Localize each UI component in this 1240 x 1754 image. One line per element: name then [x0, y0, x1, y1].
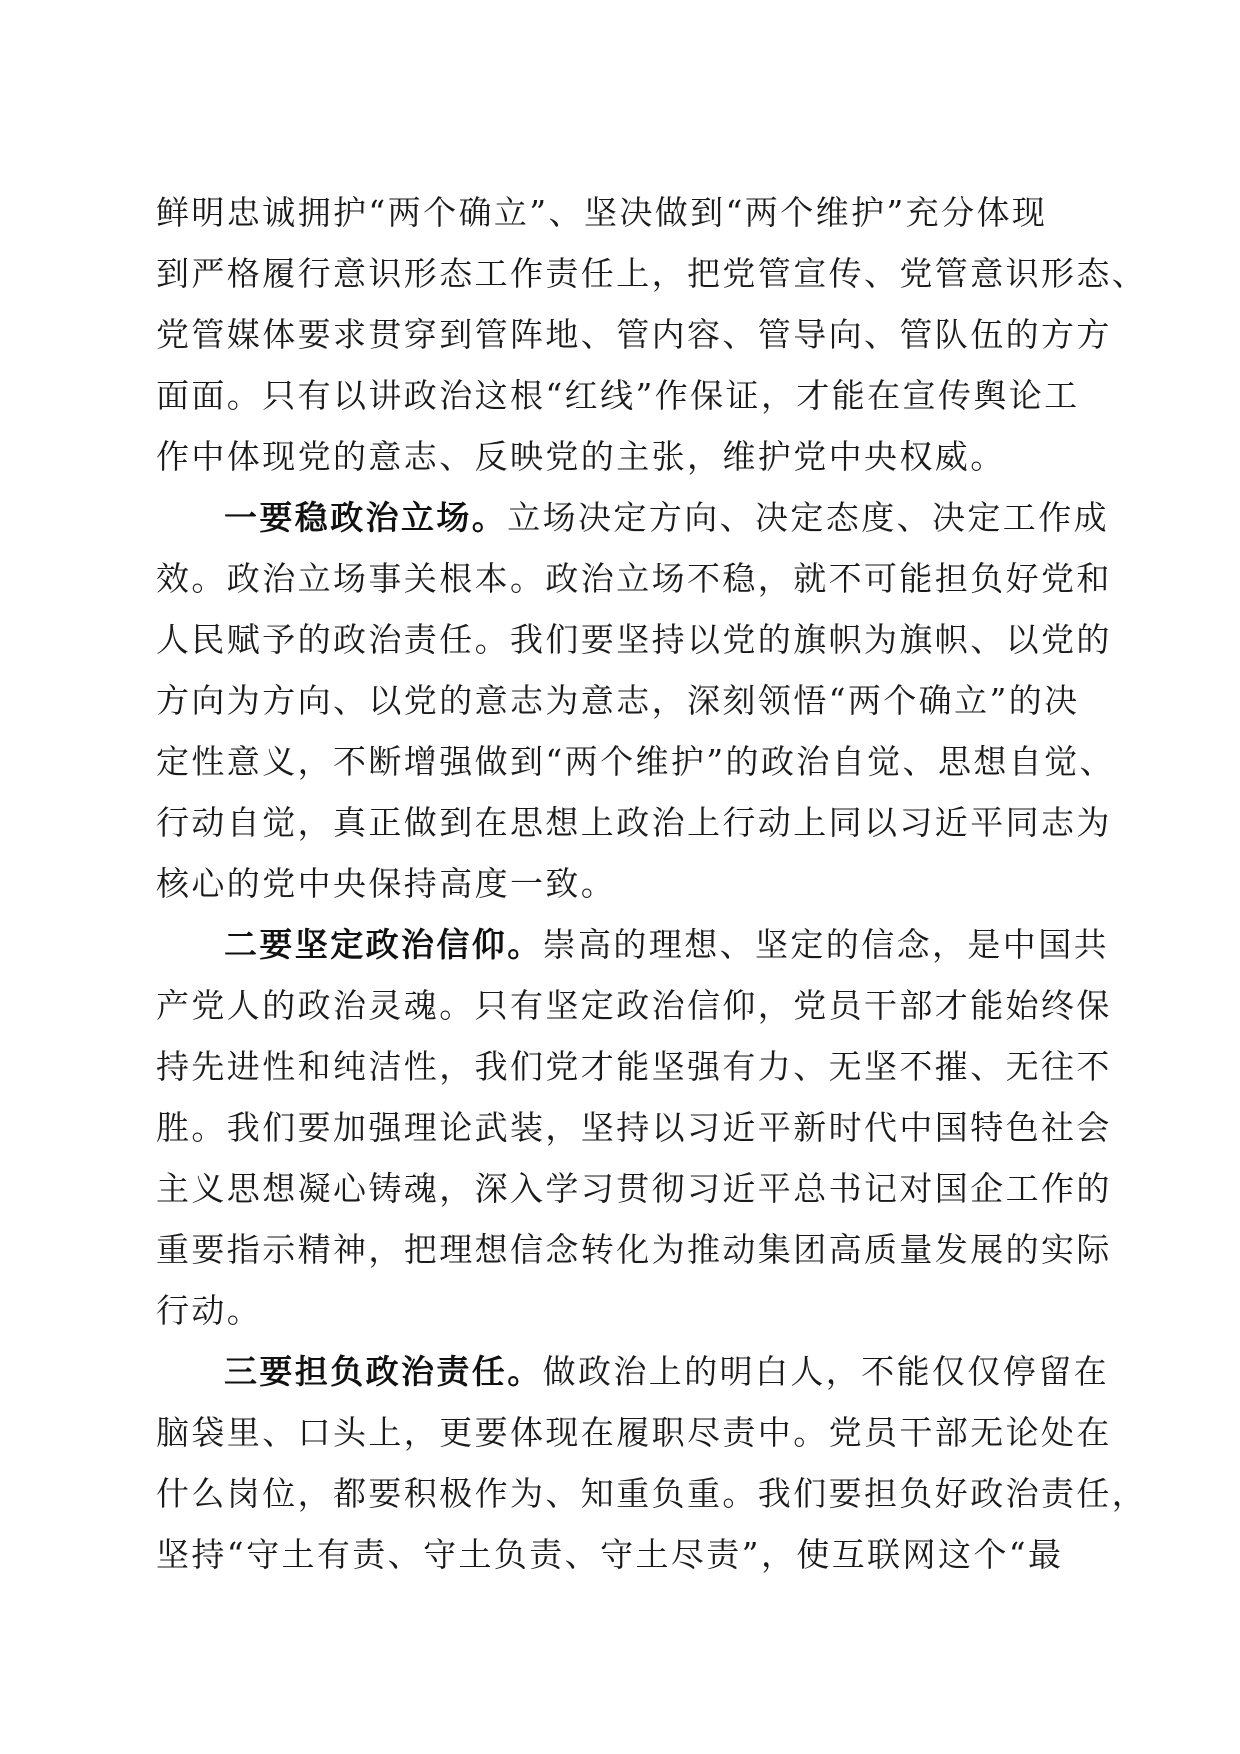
text-line: 方向为方向、以党的意志为意志，深刻领悟“两个确立”的决 — [156, 681, 1080, 720]
text-line: 党管媒体要求贯穿到管阵地、管内容、管导向、管队伍的方方 — [156, 315, 1112, 354]
paragraph-first-line — [156, 914, 1110, 975]
paragraph-heading: 二要坚定政治信仰。 — [224, 925, 543, 964]
text-line: 作中体现党的意志、反映党的主张，维护党中央权威。 — [156, 437, 1006, 476]
text-line: 行动自觉，真正做到在思想上政治上行动上同以习近平同志为 — [156, 803, 1112, 842]
text-line: 效。政治立场事关根本。政治立场不稳，就不可能担负好党和 — [156, 559, 1112, 598]
text-line: 到严格履行意识形态工作责任上，把党管宣传、党管意识形态、 — [156, 254, 1148, 293]
text-line: 人民赋予的政治责任。我们要坚持以党的旗帜为旗帜、以党的 — [156, 620, 1112, 659]
text-line: 面面。只有以讲政治这根“红线”作保证，才能在宣传舆论工 — [156, 376, 1080, 415]
text-line: 产党人的政治灵魂。只有坚定政治信仰，党员干部才能始终保 — [156, 986, 1112, 1025]
text-line: 定性意义，不断增强做到“两个维护”的政治自觉、思想自觉、 — [156, 742, 1115, 781]
text-line: 什么岗位，都要积极作为、知重负重。我们要担负好政治责任， — [156, 1474, 1148, 1513]
text-line: 核心的党中央保持高度一致。 — [156, 864, 617, 903]
text-line: 行动。 — [156, 1291, 263, 1330]
paragraph-text: 立场决定方向、决定态度、决定工作成 — [507, 498, 1110, 537]
paragraph-text: 做政治上的明白人，不能仅仅停留在 — [542, 1352, 1110, 1391]
text-line: 胜。我们要加强理论武装，坚持以习近平新时代中国特色社会 — [156, 1108, 1112, 1147]
paragraph-first-line — [156, 487, 1110, 548]
text-line: 坚持“守土有责、守土负责、守土尽责”，使互联网这个“最 — [156, 1535, 1064, 1574]
paragraph-heading: 三要担负政治责任。 — [224, 1352, 543, 1391]
text-line: 鲜明忠诚拥护“两个确立”、坚决做到“两个维护”充分体现 — [156, 193, 1048, 232]
paragraph-first-line — [156, 1341, 1110, 1402]
text-line: 重要指示精神，把理想信念转化为推动集团高质量发展的实际 — [156, 1230, 1112, 1269]
paragraph-heading: 一要稳政治立场。 — [224, 498, 508, 537]
document-body — [156, 182, 1148, 1585]
text-line: 持先进性和纯洁性，我们党才能坚强有力、无坚不摧、无往不 — [156, 1047, 1112, 1086]
paragraph-text: 崇高的理想、坚定的信念，是中国共 — [542, 925, 1110, 964]
text-line: 脑袋里、口头上，更要体现在履职尽责中。党员干部无论处在 — [156, 1413, 1112, 1452]
text-line: 主义思想凝心铸魂，深入学习贯彻习近平总书记对国企工作的 — [156, 1169, 1112, 1208]
